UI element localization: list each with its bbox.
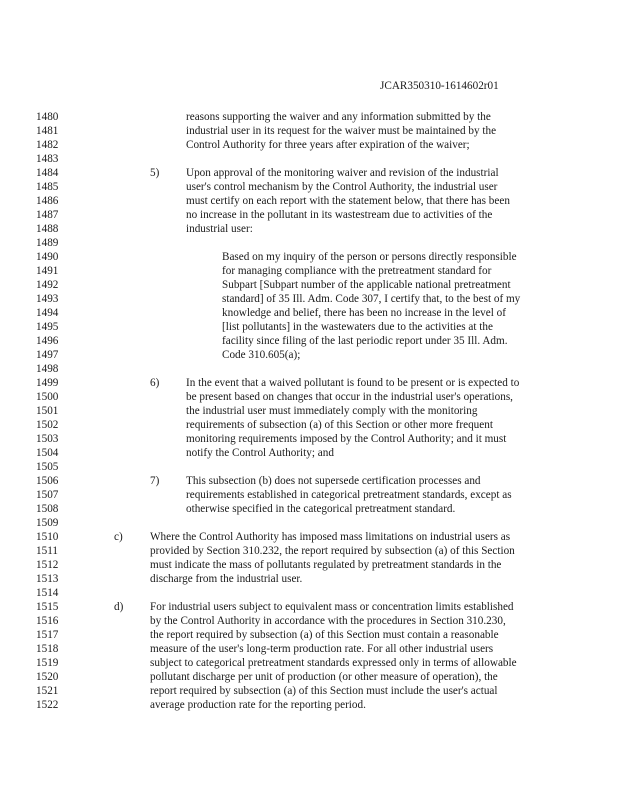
text-line: In the event that a waived pollutant is found to be present or is expected to bbox=[186, 377, 520, 389]
text-line: standard] of 35 Ill. Adm. Code 307, I certify that, to the best of my bbox=[222, 293, 521, 305]
line-number: 1517 bbox=[36, 629, 59, 641]
line-number: 1482 bbox=[36, 139, 59, 151]
line-number: 1514 bbox=[36, 587, 59, 599]
line-number: 1518 bbox=[36, 643, 59, 655]
line-number: 1484 bbox=[36, 167, 59, 179]
line-number: 1492 bbox=[36, 279, 59, 291]
text-line: notify the Control Authority; and bbox=[186, 447, 334, 459]
item-marker: 6) bbox=[150, 377, 160, 389]
text-line: Based on my inquiry of the person or persons directly responsible bbox=[222, 251, 517, 263]
text-line: provided by Section 310.232, the report required by subsection (a) of this Section bbox=[150, 545, 515, 557]
text-line: by the Control Authority in accordance with the procedures in Section 310.230, bbox=[150, 615, 506, 627]
line-number: 1502 bbox=[36, 419, 59, 431]
line-number: 1505 bbox=[36, 461, 59, 473]
line-number: 1519 bbox=[36, 657, 59, 669]
text-line: average production rate for the reporting period. bbox=[150, 699, 366, 711]
line-number: 1490 bbox=[36, 251, 59, 263]
line-number: 1504 bbox=[36, 447, 59, 459]
line-number: 1495 bbox=[36, 321, 59, 333]
line-number: 1509 bbox=[36, 517, 59, 529]
line-number: 1510 bbox=[36, 531, 59, 543]
line-number: 1513 bbox=[36, 573, 59, 585]
text-line: [list pollutants] in the wastewaters due to the activities at the bbox=[222, 321, 493, 333]
text-line: be present based on changes that occur in the industrial user's operations, bbox=[186, 391, 513, 403]
line-number: 1506 bbox=[36, 475, 59, 487]
line-number: 1520 bbox=[36, 671, 59, 683]
text-line: otherwise specified in the categorical pretreatment standard. bbox=[186, 503, 456, 515]
text-line: Upon approval of the monitoring waiver and revision of the industrial bbox=[186, 167, 499, 179]
document-id: JCAR350310-1614602r01 bbox=[380, 80, 499, 92]
text-line: Code 310.605(a); bbox=[222, 349, 301, 361]
line-number: 1488 bbox=[36, 223, 59, 235]
text-line: Control Authority for three years after expiration of the waiver; bbox=[186, 139, 470, 151]
line-number: 1496 bbox=[36, 335, 59, 347]
text-line: industrial user: bbox=[186, 223, 253, 235]
line-number: 1501 bbox=[36, 405, 59, 417]
line-number: 1511 bbox=[36, 545, 58, 557]
text-line: Where the Control Authority has imposed mass limitations on industrial users as bbox=[150, 531, 511, 543]
text-line: discharge from the industrial user. bbox=[150, 573, 303, 585]
text-line: facility since filing of the last periodic report under 35 Ill. Adm. bbox=[222, 335, 508, 347]
line-number: 1485 bbox=[36, 181, 59, 193]
text-line: for managing compliance with the pretreatment standard for bbox=[222, 265, 492, 277]
text-line: This subsection (b) does not supersede certification processes and bbox=[186, 475, 481, 487]
text-line: must certify on each report with the statement below, that there has been bbox=[186, 195, 510, 207]
text-line: the industrial user must immediately comply with the monitoring bbox=[186, 405, 478, 417]
line-number: 1500 bbox=[36, 391, 59, 403]
text-line: subject to categorical pretreatment standards expressed only in terms of allowable bbox=[150, 657, 517, 669]
line-number: 1498 bbox=[36, 363, 59, 375]
line-number: 1480 bbox=[36, 111, 59, 123]
line-number: 1497 bbox=[36, 349, 59, 361]
text-line: pollutant discharge per unit of production (or other measure of operation), the bbox=[150, 671, 498, 683]
text-line: industrial user in its request for the waiver must be maintained by the bbox=[186, 125, 497, 137]
line-number: 1522 bbox=[36, 699, 59, 711]
text-line: monitoring requirements imposed by the Control Authority; and it must bbox=[186, 433, 507, 445]
line-number: 1483 bbox=[36, 153, 59, 165]
line-number: 1515 bbox=[36, 601, 59, 613]
text-line: user's control mechanism by the Control Authority, the industrial user bbox=[186, 181, 498, 193]
line-number: 1491 bbox=[36, 265, 59, 277]
line-number: 1508 bbox=[36, 503, 59, 515]
text-line: For industrial users subject to equivalent mass or concentration limits established bbox=[150, 601, 514, 613]
text-line: reasons supporting the waiver and any information submitted by the bbox=[186, 111, 491, 123]
line-number: 1486 bbox=[36, 195, 59, 207]
line-number: 1507 bbox=[36, 489, 59, 501]
text-line: requirements of subsection (a) of this Section or other more frequent bbox=[186, 419, 493, 431]
text-line: the report required by subsection (a) of this Section must contain a reasonable bbox=[150, 629, 499, 641]
subsection-marker: c) bbox=[114, 531, 123, 543]
line-number: 1493 bbox=[36, 293, 59, 305]
text-line: must indicate the mass of pollutants regulated by pretreatment standards in the bbox=[150, 559, 502, 571]
line-number: 1521 bbox=[36, 685, 59, 697]
text-line: report required by subsection (a) of this Section must include the user's actual bbox=[150, 685, 498, 697]
line-number: 1487 bbox=[36, 209, 59, 221]
text-line: no increase in the pollutant in its wastestream due to activities of the bbox=[186, 209, 493, 221]
line-number: 1516 bbox=[36, 615, 59, 627]
item-marker: 7) bbox=[150, 475, 160, 487]
line-number: 1481 bbox=[36, 125, 59, 137]
line-number: 1489 bbox=[36, 237, 59, 249]
text-line: requirements established in categorical pretreatment standards, except as bbox=[186, 489, 512, 501]
text-line: Subpart [Subpart number of the applicable national pretreatment bbox=[222, 279, 511, 291]
line-number: 1503 bbox=[36, 433, 59, 445]
line-number: 1499 bbox=[36, 377, 59, 389]
text-line: knowledge and belief, there has been no increase in the level of bbox=[222, 307, 506, 319]
item-marker: 5) bbox=[150, 167, 160, 179]
line-number: 1494 bbox=[36, 307, 59, 319]
text-line: measure of the user's long-term production rate. For all other industrial users bbox=[150, 643, 494, 655]
subsection-marker: d) bbox=[114, 601, 124, 613]
line-number: 1512 bbox=[36, 559, 59, 571]
